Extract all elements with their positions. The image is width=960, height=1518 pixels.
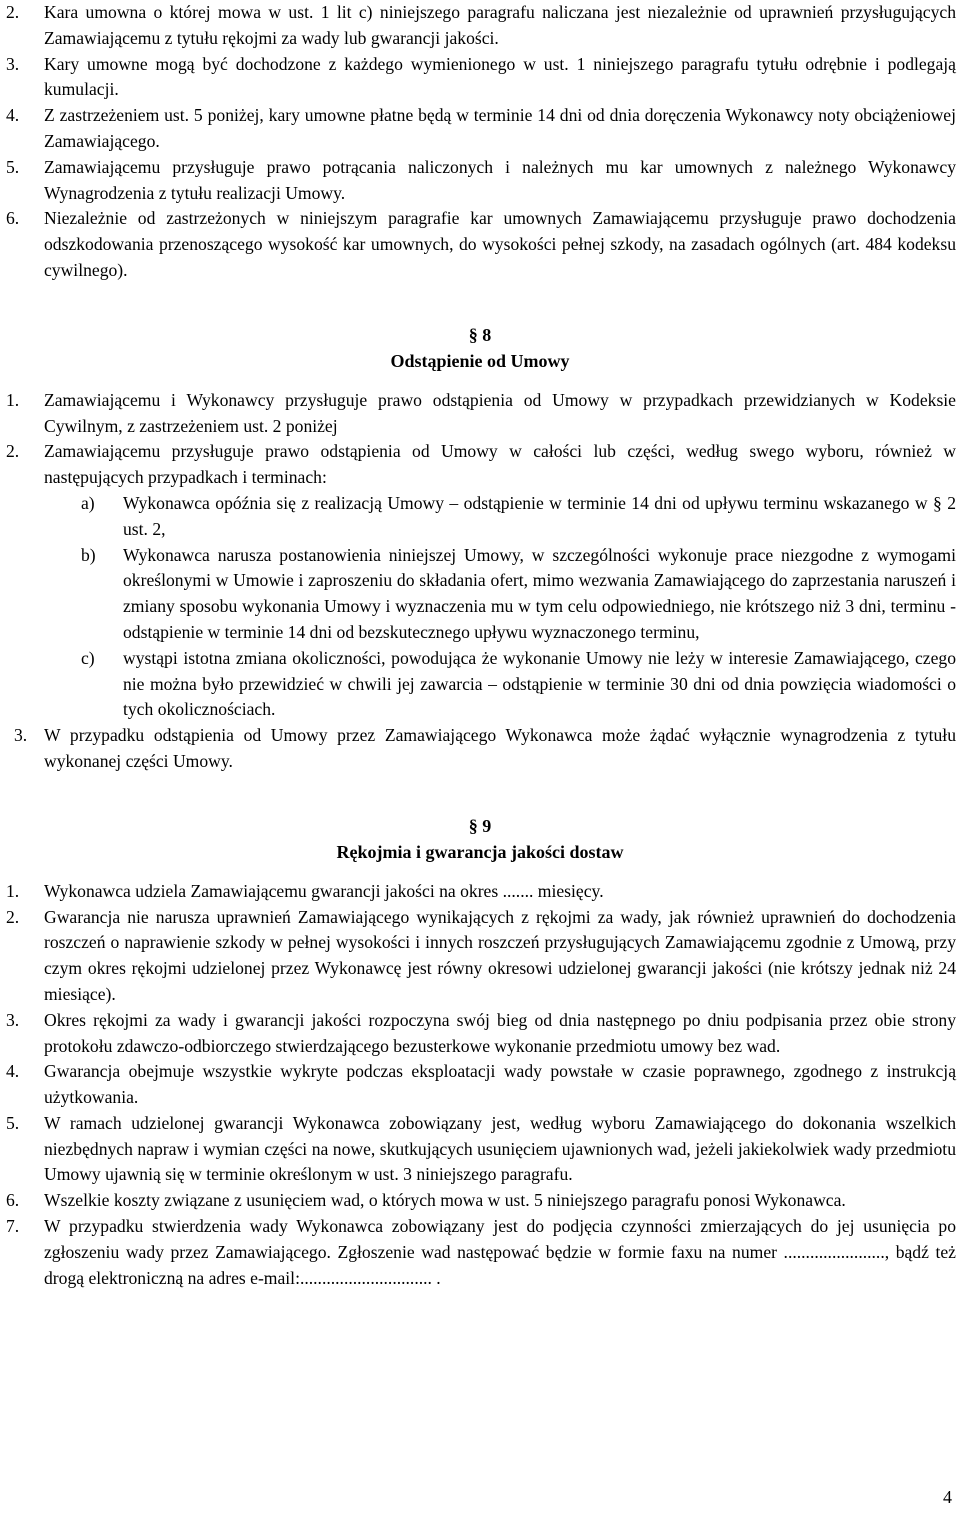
s9-item-1 [6, 879, 956, 905]
paragraph-number: 5. [6, 156, 20, 177]
paragraph-number: 4. [6, 1061, 20, 1082]
paragraph-number: 6. [6, 1190, 20, 1211]
subitem-text: Wykonawca opóźnia się z realizacją Umowy – odstąpienie w terminie 14 dni od upływu terminu wskazanego w § 2 ust. 2, [123, 492, 956, 539]
paragraph-text: Z zastrzeżeniem ust. 5 poniżej, kary umowne płatne będą w terminie 14 dni od dnia doręczenia Wykonawcy noty obciążeniowej Zamawiającego. [44, 105, 956, 151]
paragraph-3 [6, 52, 956, 104]
paragraph-text: Zamawiającemu przysługuje prawo potrącania naliczonych i należnych mu kar umownych z należnego Wykonawcy Wynagrodzenia z tytułu realizacji Umowy. [44, 156, 956, 203]
s8-paragraph-1 [6, 388, 956, 440]
paragraph-number: 3. [6, 1009, 20, 1030]
paragraph-text: Okres rękojmi za wady i gwarancji jakości rozpoczyna swój bieg od dnia następnego po dniu podpisania przez obie strony protokołu zdawczo-odbiorczego stwierdzającego bezusterkowe wykonanie przedmiotu umowy bez wad. [44, 1009, 956, 1056]
paragraph-text: Niezależnie od zastrzeżonych w niniejszym paragrafie kar umownych Zamawiającemu przysługuje prawo dochodzenia odszkodowania przenoszącego wysokość kar umownych, do wysokości pełnej szkody, na zasadach ogólnych (art. 484 kodeksu cywilnego). [44, 208, 956, 280]
paragraph-number: 4. [6, 105, 20, 126]
paragraph-text: W przypadku stwierdzenia wady Wykonawca zobowiązany jest do podjęcia czynności zmierzających do jej usunięcia po zgłoszeniu wady przez Zamawiającego. Zgłoszenie wad następować będzie w formie faxu na numer ......................., bądź też drogą elektroniczną na adres e-mail:.............................. . [44, 1216, 956, 1288]
paragraph-number: 1. [6, 880, 20, 901]
paragraph-text: W ramach udzielonej gwarancji Wykonawca zobowiązany jest, według wyboru Zamawiającego do dokonania wszelkich niezbędnych napraw i wymian części na nowe, skutkujących usunięciem ujawnionych wad, jeżeli jakiekolwiek wady przedmiotu Umowy ujawnią się w terminie określonym w ust. 3 niniejszego paragrafu. [44, 1112, 956, 1185]
s8-paragraph-2 [6, 439, 956, 491]
section-title: Odstąpienie od Umowy [390, 350, 570, 371]
paragraph-5 [6, 155, 956, 207]
subitem-text: wystąpi istotna zmiana okoliczności, powodująca że wykonanie Umowy nie leży w interesie Zamawiającego, czego nie można było przewidzieć w chwili jej zawarcia – odstąpienie w terminie 30 dni od dnia powzięcia wiadomości o tych okolicznościach. [123, 647, 956, 720]
s8-subitem-b [81, 543, 956, 646]
paragraph-text: Gwarancja nie narusza uprawnień Zamawiającego wynikających z rękojmi za wady, jak również uprawnień do dochodzenia roszczeń o naprawienie szkody w pełnej wysokości i innych roszczeń przysługujących Zamawiającemu zgodnie z Umową, przy czym okres rękojmi udzielonej przez Wykonawcę jest równy okresowi udzielonej gwarancji jakości (nie krótszy jednak niż 24 miesiące). [44, 906, 956, 1004]
section-title: Rękojmia i gwarancja jakości dostaw [336, 841, 624, 862]
paragraph-number: 2. [6, 2, 20, 22]
subitem-letter: a) [81, 492, 95, 513]
section-number: § 9 [468, 815, 492, 836]
paragraph-text: Gwarancja obejmuje wszystkie wykryte podczas eksploatacji wady powstałe w czasie poprawnego, zgodnego z instrukcją użytkowania. [44, 1061, 956, 1108]
paragraph-4 [6, 103, 956, 155]
subitem-text: Wykonawca narusza postanowienia niniejszej Umowy, w szczególności wykonuje prace niezgodne z wymogami określonymi w Umowie i zaproszeniu do składania ofert, mimo wezwania Zamawiającego do zaprzestania naruszeń i zmiany sposobu wykonania Umowy i wyznaczenia mu w tym celu odpowiedniego, nie krótszego niż 3 dni, terminu - odstąpienie w terminie 14 dni od bezskutecznego upływu wyznaczonego terminu, [123, 544, 956, 642]
s8-subitem-c [81, 646, 956, 723]
paragraph-number: 2. [6, 906, 20, 927]
paragraph-number: 1. [6, 389, 20, 410]
section-top [0, 0, 960, 284]
s9-item-2 [6, 905, 956, 1008]
paragraph-text: Zamawiającemu przysługuje prawo odstąpienia od Umowy w całości lub części, według swego wyboru, również w następujących przypadkach i terminach: [44, 441, 956, 488]
s9-item-5 [6, 1111, 956, 1188]
section-9-heading [0, 813, 960, 865]
paragraph-number: 7. [6, 1216, 20, 1237]
paragraph-number: 3. [14, 725, 28, 746]
paragraph-text: Zamawiającemu i Wykonawcy przysługuje prawo odstąpienia od Umowy w przypadkach przewidzianych w Kodeksie Cywilnym, z zastrzeżeniem ust. 2 poniżej [44, 389, 956, 436]
paragraph-number: 5. [6, 1112, 20, 1133]
paragraph-number: 6. [6, 208, 20, 229]
s9-item-7 [6, 1214, 956, 1291]
paragraph-number: 3. [6, 53, 20, 74]
page-number: 4 [943, 1487, 952, 1507]
paragraph-6 [6, 206, 956, 283]
s9-item-6 [6, 1188, 956, 1214]
paragraph-text: Kary umowne mogą być dochodzone z każdego wymienionego w ust. 1 niniejszego paragrafu tytułu odrębnie i podlegają kumulacji. [44, 53, 956, 100]
paragraph-text: W przypadku odstąpienia od Umowy przez Zamawiającego Wykonawca może żądać wyłącznie wynagrodzenia z tytułu wykonanej części Umowy. [44, 725, 956, 771]
paragraph-text: Wszelkie koszty związane z usunięciem wad, o których mowa w ust. 5 niniejszego paragrafu ponosi Wykonawca. [44, 1190, 846, 1211]
section-number: § 8 [468, 324, 492, 345]
paragraph-2 [6, 0, 956, 52]
s9-item-4 [6, 1059, 956, 1111]
section-8-heading [0, 322, 960, 374]
paragraph-text: Wykonawca udziela Zamawiającemu gwarancji jakości na okres ....... miesięcy. [44, 880, 604, 901]
paragraph-text: Kara umowna o której mowa w ust. 1 lit c) niniejszego paragrafu naliczana jest niezależnie od uprawnień przysługujących Zamawiającemu z tytułu rękojmi za wady lub gwarancji jakości. [44, 2, 956, 48]
subitem-letter: b) [81, 544, 96, 565]
subitem-letter: c) [81, 647, 95, 668]
s8-paragraph-3 [14, 723, 956, 775]
s9-item-3 [6, 1008, 956, 1060]
s8-subitem-a [81, 491, 956, 543]
paragraph-number: 2. [6, 441, 20, 462]
